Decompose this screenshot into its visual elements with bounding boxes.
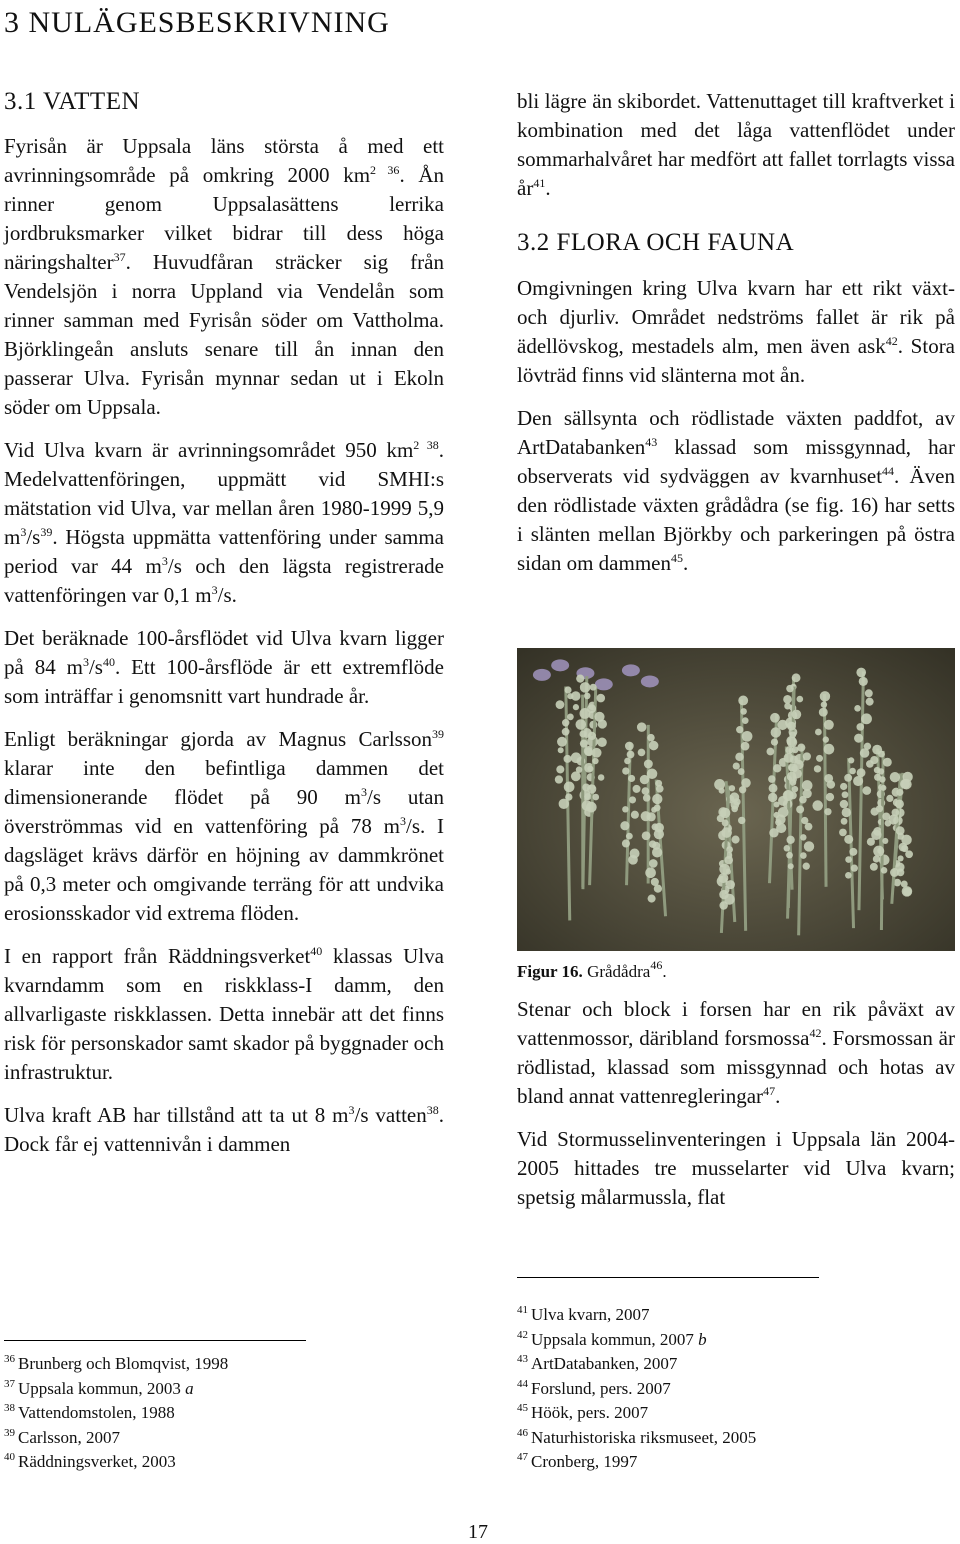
footnote-item: [517, 1377, 756, 1402]
figure-caption: [517, 958, 667, 982]
footnote-item: [517, 1401, 756, 1426]
paragraph: Vid Ulva kvarn är avrinningsområdet 950 $km^{2 38}$. Medelvattenföringen, uppmätt vid SMHI:s mätstation vid Ulva, var mellan åren 1980-1999 5,9 $m^3/s^{39}$. Högsta uppmätta vattenföring under samma period var 44 $m^3/s$ och den lägsta registrerade vattenföringen var 0,1 $m^3/s$.: [4, 438, 444, 607]
footnote-text: Cronberg, 1997: [531, 1452, 638, 1471]
footnote-ref: 3: [360, 785, 367, 799]
section-heading-flora: 3.2 FLORA OCH FAUNA: [517, 229, 795, 256]
footnote-ref: 3: [348, 1103, 355, 1117]
footnote-item: [517, 1450, 756, 1475]
footnote-number: 41: [517, 1304, 528, 1316]
footnote-text: Uppsala kommun, 2007: [531, 1329, 699, 1349]
footnote-ref: 42: [809, 1026, 822, 1040]
footnote-suffix: a: [185, 1378, 194, 1398]
footnote-separator-right: [517, 1277, 819, 1278]
footnote-ref: 40: [310, 944, 323, 958]
paragraph: Det beräknade 100-årsflödet vid Ulva kvarn ligger på 84 $m^3/s^{40}$. Ett 100-årsflöde är ett extremflöde som inträffar i genomsnitt vart hundrade år.: [4, 626, 445, 708]
footnote-number: 43: [517, 1353, 528, 1365]
paragraph: Vid Stormusselinventeringen i Uppsala län 2004-2005 hittades tre musselarter vid Ulva kvarn; spetsig målarmussla, flat: [517, 1127, 955, 1209]
right-column-bottom-text: [517, 995, 955, 1226]
paragraph: I en rapport från Räddningsverket$^{40}$ klassas Ulva kvarndamm som en riskklass-I damm, den allvarligaste riskklassen. Detta innebär att det finns risk för personskador samt skador på byggnader och infrastruktur.: [4, 944, 444, 1084]
footnote-text: Naturhistoriska riksmuseet, 2005: [531, 1427, 757, 1447]
footnote-number: 39: [4, 1426, 15, 1439]
footnote-ref: 3: [82, 655, 89, 669]
chapter-heading: 3 NULÄGESBESKRIVNING: [4, 6, 390, 39]
footnote-text: Vattendomstolen, 1988: [18, 1403, 175, 1422]
paragraph: Fyrisån är Uppsala läns största å med ett avrinningsområde på omkring 2000 $km^{2 36}$. Ån rinner genom Uppsalasättens lerrika jordbruksmarker vilket bidrar till dess höga näringshalter$^{37}$. Huvudfåran sträcker sig från Vendelsjön i norra Uppland via Vendelån som rinner samman med Fyrisån söder om Vattholma. Björklingeån ansluts senare till ån innan den passerar Ulva. Fyrisån mynnar sedan ut i Ekoln söder om Uppsala.: [4, 134, 444, 419]
footnote-ref: 3: [161, 554, 168, 568]
paragraph: Stenar och block i forsen har en rik påväxt av vattenmossor, däribland forsmossa$^{42}$. Forsmossan är rödlistad, klassad som missgynnad och hotas av bland annat vattenregleringar$^{47}$.: [517, 997, 955, 1108]
footnote-ref: 40: [102, 655, 115, 669]
footnote-number: 45: [517, 1402, 528, 1414]
footnote-number: 42: [517, 1328, 528, 1341]
footnote-item: [4, 1450, 228, 1475]
paragraph: Enligt beräkningar gjorda av Magnus Carlsson$^{39}$ klarar inte den befintliga dammen det dimensionerande flödet på 90 $m^3/s$ utan överströmmas vid en vattenföring på 78 $m^3/s$. I dagsläget krävs därför en höjning av dammkrönet på 0,3 meter och omgivande terräng för att undvika erosionsskador vid extrema flöden.: [4, 727, 445, 925]
footnote-ref: 2 36: [370, 163, 400, 177]
footnote-text: Brunberg och Blomqvist, 1998: [18, 1354, 229, 1373]
footnote-item: [517, 1303, 756, 1328]
footnote-text: Höök, pers. 2007: [531, 1403, 649, 1422]
figure-label: Figur 16.: [517, 962, 583, 981]
paragraph: Ulva kraft AB har tillstånd att ta ut 8 $m^3/s$ vatten$^{38}$. Dock får ej vattennivån i dammen: [4, 1103, 444, 1156]
footnote-ref: 38: [426, 1103, 439, 1117]
figure-caption-text: Grådådra: [582, 962, 651, 981]
footnote-ref: 37: [113, 250, 126, 264]
footnote-number: 44: [517, 1377, 528, 1390]
figure-caption-footnote-ref: 46: [650, 958, 663, 972]
footnote-ref: 3: [211, 583, 218, 597]
figure-caption-end: .: [662, 962, 667, 981]
footnote-ref: 45: [670, 551, 683, 565]
page-number: 17: [468, 1521, 488, 1543]
footnote-ref: 3: [20, 525, 27, 539]
footnote-text: Ulva kvarn, 2007: [531, 1305, 650, 1324]
footnote-ref: 42: [885, 334, 898, 348]
footnote-item: [4, 1377, 228, 1402]
footnotes-left: [4, 1352, 228, 1475]
footnote-number: 36: [4, 1353, 15, 1365]
footnote-ref: 2 38: [413, 438, 439, 452]
footnote-number: 40: [4, 1451, 15, 1463]
footnote-ref: 39: [432, 727, 444, 741]
footnote-text: Uppsala kommun, 2003: [18, 1378, 186, 1398]
footnote-number: 38: [4, 1402, 15, 1414]
footnotes-right: [517, 1303, 756, 1475]
footnote-number: 37: [4, 1377, 15, 1390]
footnote-ref: 47: [763, 1084, 776, 1098]
paragraph: bli lägre än skibordet. Vattenuttaget till kraftverket i kombination med det låga vattenflödet under sommarhalvåret har medfört att fallet torrlagts vissa $år^{41}$.: [517, 89, 955, 200]
footnote-item: [4, 1426, 228, 1451]
right-column-top-text: [517, 87, 955, 217]
footnote-text: ArtDatabanken, 2007: [531, 1354, 678, 1373]
paragraph: Den sällsynta och rödlistade växten paddfot, av ArtDatabanken$^{43}$ klassad som missgynnad, har observerats vid sydväggen av kvarnhuset$^{44}$. Även den rödlistade växten grådådra (se fig. 16) har setts i slänten mellan Björkby och parkeringen på östra sidan om dammen$^{45}$.: [517, 406, 955, 575]
paragraph: Omgivningen kring Ulva kvarn har ett rikt växt- och djurliv. Området nedströms fallet är rik på ädellövskog, mestadels alm, men även ask$^{42}$. Stora lövträd finns vid slänterna mot ån.: [517, 276, 956, 387]
footnote-item: [517, 1328, 756, 1353]
footnote-ref: 41: [533, 176, 546, 190]
footnote-number: 46: [517, 1426, 528, 1439]
section-heading-vatten: 3.1 VATTEN: [4, 88, 141, 115]
footnote-ref: 39: [40, 525, 53, 539]
footnote-text: Forslund, pers. 2007: [531, 1378, 671, 1398]
footnote-ref: 44: [882, 464, 895, 478]
plant-photo: [517, 648, 955, 951]
footnote-ref: 43: [645, 435, 658, 449]
footnote-item: [4, 1352, 228, 1377]
footnote-text: Räddningsverket, 2003: [18, 1452, 176, 1471]
footnote-separator-left: [4, 1340, 306, 1341]
footnote-suffix: b: [698, 1329, 707, 1349]
left-column-text: [4, 132, 444, 1173]
footnote-text: Carlsson, 2007: [18, 1427, 120, 1447]
gradadra-plant-image: [517, 648, 955, 951]
footnote-ref: 3: [400, 814, 406, 828]
footnote-item: [517, 1426, 756, 1451]
footnote-item: [4, 1401, 228, 1426]
right-column-flora-text: [517, 274, 955, 592]
footnote-number: 47: [517, 1451, 528, 1463]
footnote-item: [517, 1352, 756, 1377]
